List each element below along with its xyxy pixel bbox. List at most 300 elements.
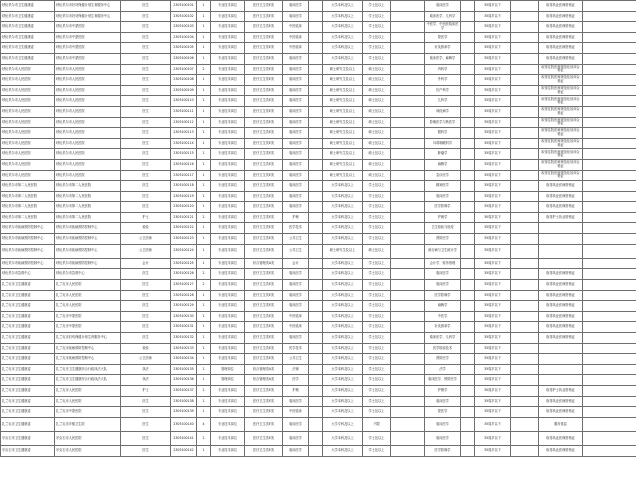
cell-num: 1 xyxy=(197,1,211,12)
cell-subj: 公共卫生 xyxy=(283,354,309,365)
cell-age: 35周岁以下 xyxy=(475,43,511,54)
cell-num: 1 xyxy=(197,396,211,407)
cell-subj: 临床医学 xyxy=(283,290,309,301)
cell-unit: 扎兰屯市卫生健康委 xyxy=(1,375,55,386)
cell-empty xyxy=(309,11,323,22)
cell-age: 35周岁以下 xyxy=(475,333,511,344)
cell-other: 取得住院医师规范化培训合格证 xyxy=(539,170,583,181)
cell-code: 2305100140 xyxy=(171,417,197,431)
cell-code: 2305100127 xyxy=(171,280,197,291)
cell-org: 扎兰屯市人民医院 xyxy=(55,290,121,301)
cell-subj: 护理 xyxy=(283,385,309,396)
cell-empty xyxy=(391,159,425,170)
cell-empty xyxy=(391,128,425,139)
cell-edu: 大学专科及以上 xyxy=(323,417,363,431)
cell-empty xyxy=(583,32,636,43)
cell-unit: 呼伦贝尔市卫生健康委 xyxy=(1,32,55,43)
cell-empty xyxy=(511,375,539,386)
cell-empty xyxy=(511,202,539,213)
cell-unit: 呼伦贝尔市人民医院 xyxy=(1,159,55,170)
cell-empty xyxy=(309,181,323,192)
cell-type: 专业技术岗位 xyxy=(211,431,245,445)
cell-age: 35周岁以下 xyxy=(475,322,511,333)
cell-empty xyxy=(511,354,539,365)
cell-other: 取得住院医师规范化培训合格证 xyxy=(539,159,583,170)
cell-subj: 临床医学 xyxy=(283,181,309,192)
cell-age: 35周岁以下 xyxy=(475,301,511,312)
cell-unit: 呼伦贝尔市人民医院 xyxy=(1,85,55,96)
cell-type: 管理岗位 xyxy=(211,364,245,375)
cell-empty xyxy=(309,431,323,445)
cell-edu: 大学本科及以上 xyxy=(323,191,363,202)
cell-code: 2305100128 xyxy=(171,290,197,301)
cell-major: 临床医学、儿科学 xyxy=(425,333,461,344)
cell-post: 医生 xyxy=(121,159,171,170)
cell-subj: 临床医学 xyxy=(283,1,309,12)
cell-type: 专业技术岗位 xyxy=(211,258,245,269)
table-row xyxy=(1,290,636,301)
cell-empty xyxy=(309,290,323,301)
cell-empty xyxy=(309,311,323,322)
cell-unit: 呼伦贝尔市急救中心 xyxy=(1,269,55,280)
cell-code: 2305100103 xyxy=(171,22,197,33)
cell-major: 急诊医学 xyxy=(425,170,461,181)
cell-code: 2305100105 xyxy=(171,43,197,54)
cell-major: 护理学 xyxy=(425,212,461,223)
cell-edu: 大学本科及以上 xyxy=(323,290,363,301)
cell-major: 中医学 xyxy=(425,311,461,322)
cell-code: 2305100133 xyxy=(171,343,197,354)
cell-unit: 呼伦贝尔市人民医院 xyxy=(1,64,55,75)
cell-num: 1 xyxy=(197,117,211,128)
cell-empty xyxy=(461,181,475,192)
cell-empty xyxy=(583,280,636,291)
cell-type: 专业技术岗位 xyxy=(211,244,245,258)
cell-edu: 硕士研究生及以上 xyxy=(323,117,363,128)
cell-org: 呼伦贝尔市第二人民医院 xyxy=(55,181,121,192)
cell-num: 1 xyxy=(197,75,211,86)
cell-unit: 扎兰屯市卫生健康委 xyxy=(1,385,55,396)
table-row xyxy=(1,407,636,418)
cell-other xyxy=(539,343,583,354)
cell-post: 医生 xyxy=(121,96,171,107)
cell-unit: 呼伦贝尔市卫生健康委 xyxy=(1,22,55,33)
cell-code: 2305100122 xyxy=(171,223,197,234)
cell-empty xyxy=(391,290,425,301)
cell-cat: 综合管理类A类 xyxy=(245,375,283,386)
cell-num: 1 xyxy=(197,159,211,170)
cell-type: 专业技术岗位 xyxy=(211,138,245,149)
cell-subj: 临床医学 xyxy=(283,202,309,213)
cell-org: 呼伦贝尔市人民医院 xyxy=(55,159,121,170)
cell-empty xyxy=(583,223,636,234)
cell-post: 执法 xyxy=(121,375,171,386)
cell-subj: 临床医学 xyxy=(283,64,309,75)
cell-cat: 医疗卫生类E类 xyxy=(245,354,283,365)
table-row xyxy=(1,202,636,213)
cell-edu: 硕士研究生及以上 xyxy=(323,170,363,181)
cell-major: 精神医学 xyxy=(425,181,461,192)
cell-empty xyxy=(309,407,323,418)
cell-empty xyxy=(391,343,425,354)
cell-unit: 扎兰屯市卫生健康委 xyxy=(1,280,55,291)
cell-cat: 医疗卫生类E类 xyxy=(245,117,283,128)
cell-major: 临床医学 xyxy=(425,431,461,445)
cell-empty xyxy=(461,202,475,213)
cell-type: 专业技术岗位 xyxy=(211,181,245,192)
cell-type: 专业技术岗位 xyxy=(211,417,245,431)
cell-empty xyxy=(391,311,425,322)
cell-subj: 中医临床 xyxy=(283,22,309,33)
cell-deg: 学士及以上 xyxy=(363,333,391,344)
cell-type: 专业技术岗位 xyxy=(211,343,245,354)
cell-code: 2305100113 xyxy=(171,128,197,139)
cell-edu: 大学本科及以上 xyxy=(323,446,363,457)
cell-org: 呼伦贝尔市中蒙医院 xyxy=(55,53,121,64)
cell-cat: 医疗卫生类E类 xyxy=(245,170,283,181)
cell-empty xyxy=(309,138,323,149)
cell-type: 专业技术岗位 xyxy=(211,234,245,245)
cell-empty xyxy=(391,170,425,181)
cell-num: 1 xyxy=(197,170,211,181)
cell-age: 35周岁以下 xyxy=(475,311,511,322)
cell-empty xyxy=(511,96,539,107)
cell-type: 专业技术岗位 xyxy=(211,290,245,301)
cell-cat: 医疗卫生类E类 xyxy=(245,396,283,407)
cell-age: 35周岁以下 xyxy=(475,85,511,96)
cell-post: 医生 xyxy=(121,64,171,75)
cell-empty xyxy=(511,138,539,149)
cell-cat: 医疗卫生类E类 xyxy=(245,138,283,149)
cell-empty xyxy=(309,354,323,365)
cell-type: 专业技术岗位 xyxy=(211,128,245,139)
cell-empty xyxy=(461,149,475,160)
cell-deg: 学士及以上 xyxy=(363,212,391,223)
cell-type: 专业技术岗位 xyxy=(211,117,245,128)
cell-empty xyxy=(461,11,475,22)
cell-num: 2 xyxy=(197,385,211,396)
cell-num: 1 xyxy=(197,290,211,301)
cell-org: 呼伦贝尔市人民医院 xyxy=(55,106,121,117)
cell-empty xyxy=(511,446,539,457)
cell-empty xyxy=(583,85,636,96)
cell-cat: 医疗卫生类E类 xyxy=(245,280,283,291)
cell-deg: 学士及以上 xyxy=(363,364,391,375)
cell-code: 2305100135 xyxy=(171,364,197,375)
cell-empty xyxy=(511,244,539,258)
cell-deg: 硕士及以上 xyxy=(363,117,391,128)
cell-type: 专业技术岗位 xyxy=(211,22,245,33)
cell-post: 医生 xyxy=(121,32,171,43)
cell-edu: 大学本科及以上 xyxy=(323,212,363,223)
cell-code: 2305100121 xyxy=(171,212,197,223)
cell-empty xyxy=(391,149,425,160)
table-row xyxy=(1,159,636,170)
cell-empty xyxy=(309,85,323,96)
cell-code: 2305100114 xyxy=(171,138,197,149)
cell-empty xyxy=(391,202,425,213)
cell-code: 2305100112 xyxy=(171,117,197,128)
cell-post: 医生 xyxy=(121,333,171,344)
cell-empty xyxy=(391,269,425,280)
cell-num: 2 xyxy=(197,280,211,291)
cell-major: 预防医学 xyxy=(425,354,461,365)
cell-other: 服务基层 xyxy=(539,417,583,431)
cell-empty xyxy=(583,75,636,86)
cell-major: 医学影像学 xyxy=(425,290,461,301)
cell-edu: 硕士研究生及以上 xyxy=(323,96,363,107)
table-row xyxy=(1,64,636,75)
cell-empty xyxy=(309,446,323,457)
cell-empty xyxy=(461,22,475,33)
cell-other: 取得执业医师资格证 xyxy=(539,311,583,322)
cell-empty xyxy=(309,322,323,333)
cell-type: 专业技术岗位 xyxy=(211,333,245,344)
cell-unit: 呼伦贝尔市第二人民医院 xyxy=(1,191,55,202)
cell-empty xyxy=(583,106,636,117)
cell-age: 35周岁以下 xyxy=(475,11,511,22)
cell-cat: 医疗卫生类E类 xyxy=(245,223,283,234)
cell-major: 麻醉学 xyxy=(425,301,461,312)
cell-empty xyxy=(391,417,425,431)
cell-edu: 大学本科及以上 xyxy=(323,301,363,312)
cell-code: 2305100132 xyxy=(171,333,197,344)
cell-empty xyxy=(461,234,475,245)
cell-empty xyxy=(461,311,475,322)
cell-other: 取得执业医师资格证 xyxy=(539,53,583,64)
cell-code: 2305100104 xyxy=(171,32,197,43)
cell-empty xyxy=(309,64,323,75)
cell-code: 2305100136 xyxy=(171,375,197,386)
cell-edu: 硕士研究生及以上 xyxy=(323,159,363,170)
cell-empty xyxy=(511,191,539,202)
cell-type: 专业技术岗位 xyxy=(211,396,245,407)
cell-code: 2305100120 xyxy=(171,202,197,213)
cell-other xyxy=(539,258,583,269)
cell-unit: 呼伦贝尔市疾病预防控制中心 xyxy=(1,223,55,234)
cell-empty xyxy=(461,385,475,396)
cell-other: 取得执业医师资格证 xyxy=(539,22,583,33)
cell-other: 取得执业医师资格证 xyxy=(539,431,583,445)
cell-deg: 学士及以上 xyxy=(363,234,391,245)
cell-empty xyxy=(583,417,636,431)
cell-empty xyxy=(511,385,539,396)
cell-age: 35周岁以下 xyxy=(475,258,511,269)
cell-num: 1 xyxy=(197,364,211,375)
cell-post: 医生 xyxy=(121,85,171,96)
cell-type: 专业技术岗位 xyxy=(211,53,245,64)
cell-edu: 大学本科及以上 xyxy=(323,431,363,445)
cell-org: 呼伦贝尔市人民医院 xyxy=(55,170,121,181)
cell-major: 医学检验技术 xyxy=(425,343,461,354)
cell-major: 流行病与卫生统计学 xyxy=(425,244,461,258)
cell-empty xyxy=(309,212,323,223)
cell-type: 专业技术岗位 xyxy=(211,322,245,333)
cell-other: 取得执业医师资格证 xyxy=(539,322,583,333)
cell-empty xyxy=(511,212,539,223)
cell-empty xyxy=(391,375,425,386)
cell-empty xyxy=(583,290,636,301)
cell-code: 2305100137 xyxy=(171,385,197,396)
cell-edu: 大学本科及以上 xyxy=(323,333,363,344)
cell-subj: 临床医学 xyxy=(283,53,309,64)
cell-post: 医生 xyxy=(121,396,171,407)
cell-post: 医生 xyxy=(121,446,171,457)
cell-edu: 大学本科及以上 xyxy=(323,354,363,365)
cell-cat: 医疗卫生类E类 xyxy=(245,1,283,12)
cell-deg: 学士及以上 xyxy=(363,375,391,386)
cell-empty xyxy=(461,138,475,149)
cell-other: 取得住院医师规范化培训合格证 xyxy=(539,64,583,75)
cell-code: 2305100115 xyxy=(171,149,197,160)
cell-deg: 学士及以上 xyxy=(363,11,391,22)
cell-type: 专业技术岗位 xyxy=(211,311,245,322)
cell-empty xyxy=(511,269,539,280)
cell-subj: 医学 xyxy=(283,375,309,386)
cell-cat: 医疗卫生类E类 xyxy=(245,11,283,22)
cell-age: 35周岁以下 xyxy=(475,202,511,213)
cell-unit: 扎兰屯市卫生健康委 xyxy=(1,354,55,365)
cell-subj: 公共卫生 xyxy=(283,234,309,245)
cell-edu: 大学本科及以上 xyxy=(323,1,363,12)
cell-cat: 医疗卫生类E类 xyxy=(245,75,283,86)
table-row xyxy=(1,53,636,64)
cell-major: 医学影像学 xyxy=(425,202,461,213)
cell-empty xyxy=(461,159,475,170)
cell-edu: 大学本科及以上 xyxy=(323,322,363,333)
cell-num: 1 xyxy=(197,128,211,139)
cell-empty xyxy=(511,407,539,418)
cell-other: 取得住院医师规范化培训合格证 xyxy=(539,85,583,96)
table-row xyxy=(1,149,636,160)
cell-empty xyxy=(461,64,475,75)
table-row xyxy=(1,32,636,43)
cell-cat: 医疗卫生类E类 xyxy=(245,149,283,160)
cell-org: 呼伦贝尔市人民医院 xyxy=(55,117,121,128)
cell-major: 肿瘤学 xyxy=(425,149,461,160)
table-row xyxy=(1,43,636,54)
cell-deg: 学士及以上 xyxy=(363,43,391,54)
cell-org: 呼伦贝尔市妇幼保健计划生育服务中心 xyxy=(55,11,121,22)
cell-empty xyxy=(511,311,539,322)
cell-empty xyxy=(583,311,636,322)
cell-empty xyxy=(511,417,539,431)
cell-type: 专业技术岗位 xyxy=(211,170,245,181)
cell-type: 专业技术岗位 xyxy=(211,191,245,202)
cell-subj: 临床医学 xyxy=(283,149,309,160)
cell-org: 呼伦贝尔市人民医院 xyxy=(55,149,121,160)
cell-major: 法学 xyxy=(425,364,461,375)
cell-empty xyxy=(511,223,539,234)
cell-type: 专业技术岗位 xyxy=(211,75,245,86)
cell-major: 临床医学 xyxy=(425,396,461,407)
cell-unit: 扎兰屯市卫生健康委 xyxy=(1,333,55,344)
cell-empty xyxy=(309,301,323,312)
cell-empty xyxy=(511,258,539,269)
cell-age: 30周岁以下 xyxy=(475,212,511,223)
cell-post: 公卫医师 xyxy=(121,244,171,258)
cell-subj: 临床医学 xyxy=(283,85,309,96)
cell-deg: 硕士及以上 xyxy=(363,75,391,86)
cell-other: 取得住院医师规范化培训合格证 xyxy=(539,96,583,107)
cell-post: 医生 xyxy=(121,269,171,280)
cell-edu: 大学本科及以上 xyxy=(323,22,363,33)
cell-subj: 临床医学 xyxy=(283,446,309,457)
cell-empty xyxy=(583,244,636,258)
table-row xyxy=(1,431,636,445)
cell-other: 取得执业医师资格证 xyxy=(539,269,583,280)
cell-cat: 医疗卫生类E类 xyxy=(245,106,283,117)
table-row xyxy=(1,22,636,33)
cell-other: 取得住院医师规范化培训合格证 xyxy=(539,106,583,117)
table-row xyxy=(1,396,636,407)
cell-empty xyxy=(391,96,425,107)
cell-subj: 临床医学 xyxy=(283,417,309,431)
cell-post: 护士 xyxy=(121,212,171,223)
cell-other xyxy=(539,354,583,365)
cell-empty xyxy=(391,333,425,344)
cell-empty xyxy=(309,385,323,396)
cell-other: 取得护士执业资格证 xyxy=(539,385,583,396)
cell-deg: 学士及以上 xyxy=(363,301,391,312)
cell-num: 1 xyxy=(197,106,211,117)
cell-empty xyxy=(583,117,636,128)
cell-deg: 硕士及以上 xyxy=(363,138,391,149)
cell-empty xyxy=(583,385,636,396)
cell-age: 35周岁以下 xyxy=(475,269,511,280)
cell-code: 2305100117 xyxy=(171,170,197,181)
cell-num: 1 xyxy=(197,11,211,22)
cell-empty xyxy=(461,106,475,117)
cell-unit: 呼伦贝尔市第二人民医院 xyxy=(1,212,55,223)
cell-edu: 硕士研究生及以上 xyxy=(323,244,363,258)
cell-unit: 呼伦贝尔市第二人民医院 xyxy=(1,181,55,192)
cell-other: 取得执业医师资格证 xyxy=(539,290,583,301)
cell-post: 检验 xyxy=(121,223,171,234)
cell-deg: 学士及以上 xyxy=(363,290,391,301)
cell-num: 1 xyxy=(197,32,211,43)
cell-empty xyxy=(391,138,425,149)
cell-type: 专业技术岗位 xyxy=(211,269,245,280)
cell-post: 医生 xyxy=(121,417,171,431)
cell-empty xyxy=(583,159,636,170)
cell-org: 扎兰屯市人民医院 xyxy=(55,396,121,407)
cell-post: 检验 xyxy=(121,343,171,354)
cell-unit: 呼伦贝尔市疾病预防控制中心 xyxy=(1,244,55,258)
cell-other: 取得住院医师规范化培训合格证 xyxy=(539,149,583,160)
cell-num: 1 xyxy=(197,354,211,365)
cell-type: 专业技术岗位 xyxy=(211,159,245,170)
cell-other: 取得住院医师规范化培训合格证 xyxy=(539,117,583,128)
cell-major: 眼科学 xyxy=(425,128,461,139)
cell-post: 执法 xyxy=(121,364,171,375)
cell-major: 蒙医学 xyxy=(425,407,461,418)
cell-empty xyxy=(511,343,539,354)
cell-major: 临床医学 xyxy=(425,280,461,291)
cell-empty xyxy=(583,191,636,202)
cell-empty xyxy=(583,322,636,333)
cell-empty xyxy=(511,11,539,22)
cell-unit: 扎兰屯市卫生健康委 xyxy=(1,343,55,354)
cell-num: 1 xyxy=(197,234,211,245)
cell-deg: 学士及以上 xyxy=(363,181,391,192)
cell-empty xyxy=(583,446,636,457)
cell-unit: 呼伦贝尔市人民医院 xyxy=(1,149,55,160)
cell-empty xyxy=(583,258,636,269)
cell-other xyxy=(539,244,583,258)
cell-type: 专业技术岗位 xyxy=(211,106,245,117)
cell-empty xyxy=(309,364,323,375)
